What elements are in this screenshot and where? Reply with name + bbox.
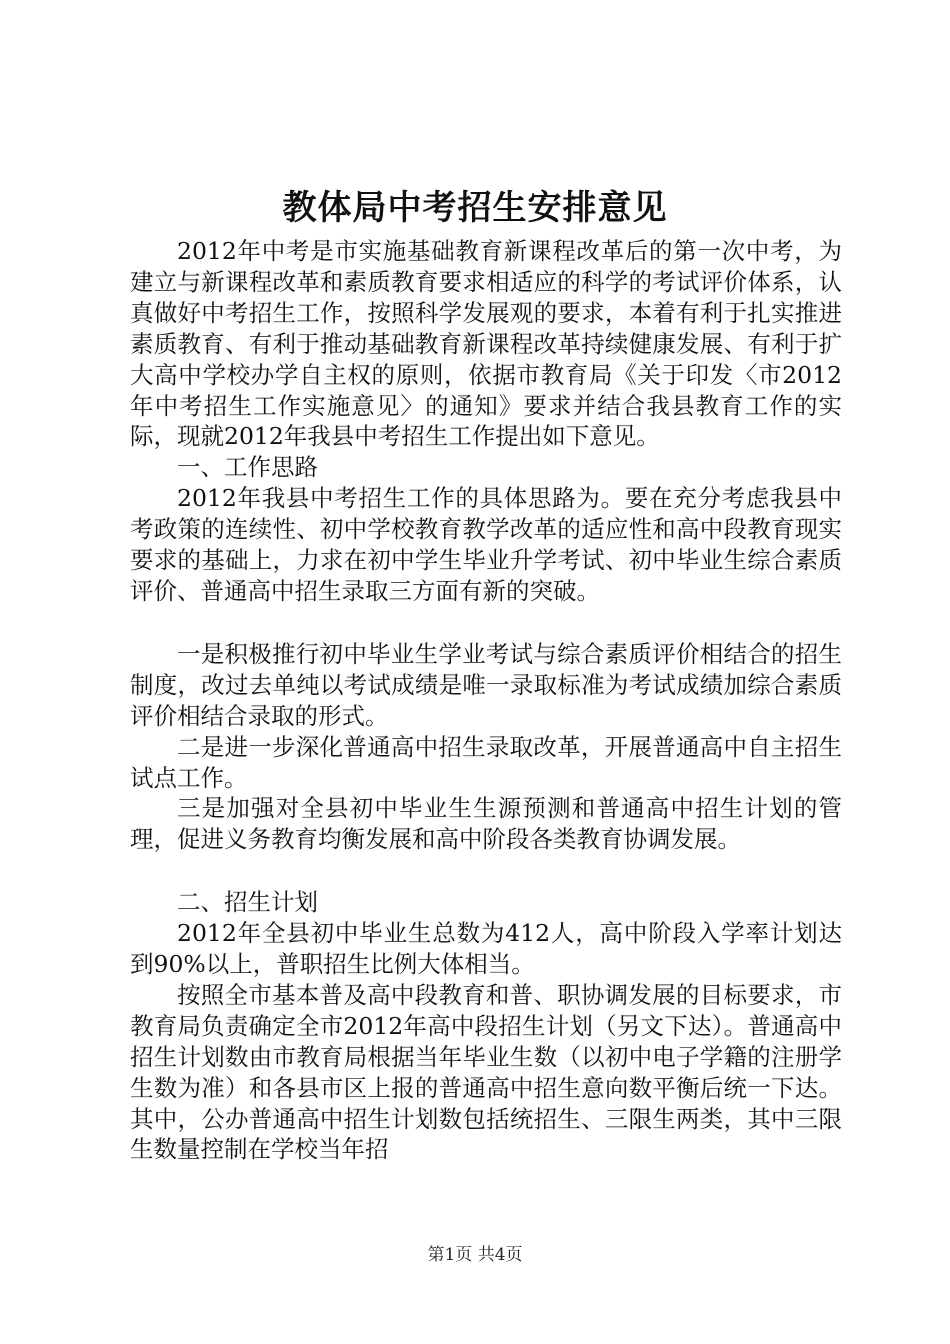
paragraph-approach: 2012年我县中考招生工作的具体思路为。要在充分考虑我县中考政策的连续性、初中学校教育教学改革的适应性和高中段教育现实要求的基础上，力求在初中学生毕业升学考试、初中毕业生综合素质评价、普通高中招生录取三方面有新的突破。 xyxy=(130,484,842,605)
section-heading-enrollment-plan: 二、招生计划 xyxy=(177,888,318,917)
paragraph-enrollment-total: 2012年全县初中毕业生总数为412人，高中阶段入学率计划达到90%以上，普职招生比例大体相当。 xyxy=(130,919,842,979)
section-heading-work-approach: 一、工作思路 xyxy=(177,453,318,482)
paragraph-enrollment-plan: 按照全市基本普及高中段教育和普、职协调发展的目标要求，市教育局负责确定全市2012年高中段招生计划（另文下达）。普通高中招生计划数由市教育局根据当年毕业生数（以初中电子学籍的注册学生数为准）和各县市区上报的普通高中招生意向数平衡后统一下达。其中，公办普通高中招生计划数包括统招生、三限生两类，其中三限生数量控制在学校当年招 xyxy=(130,980,842,1164)
paragraph-point-three: 三是加强对全县初中毕业生生源预测和普通高中招生计划的管理，促进义务教育均衡发展和高中阶段各类教育协调发展。 xyxy=(130,794,842,854)
paragraph-intro: 2012年中考是市实施基础教育新课程改革后的第一次中考，为建立与新课程改革和素质教育要求相适应的科学的考试评价体系，认真做好中考招生工作，按照科学发展观的要求，本着有利于扎实推进素质教育、有利于推动基础教育新课程改革持续健康发展、有利于扩大高中学校办学自主权的原则，依据市教育局《关于印发〈市2012年中考招生工作实施意见〉的通知》要求并结合我县教育工作的实际，现就2012年我县中考招生工作提出如下意见。 xyxy=(130,237,842,451)
page-number: 第1页 共4页 xyxy=(427,1245,523,1265)
paragraph-gap xyxy=(130,607,842,639)
paragraph-point-one: 一是积极推行初中毕业生学业考试与综合素质评价相结合的招生制度，改过去单纯以考试成绩是唯一录取标准为考试成绩加综合素质评价相结合录取的形式。 xyxy=(130,639,842,730)
paragraph-gap xyxy=(130,855,842,887)
document-title: 教体局中考招生安排意见 xyxy=(282,188,668,228)
document-body xyxy=(130,236,842,1165)
paragraph-point-two: 二是进一步深化普通高中招生录取改革，开展普通高中自主招生试点工作。 xyxy=(130,732,842,792)
